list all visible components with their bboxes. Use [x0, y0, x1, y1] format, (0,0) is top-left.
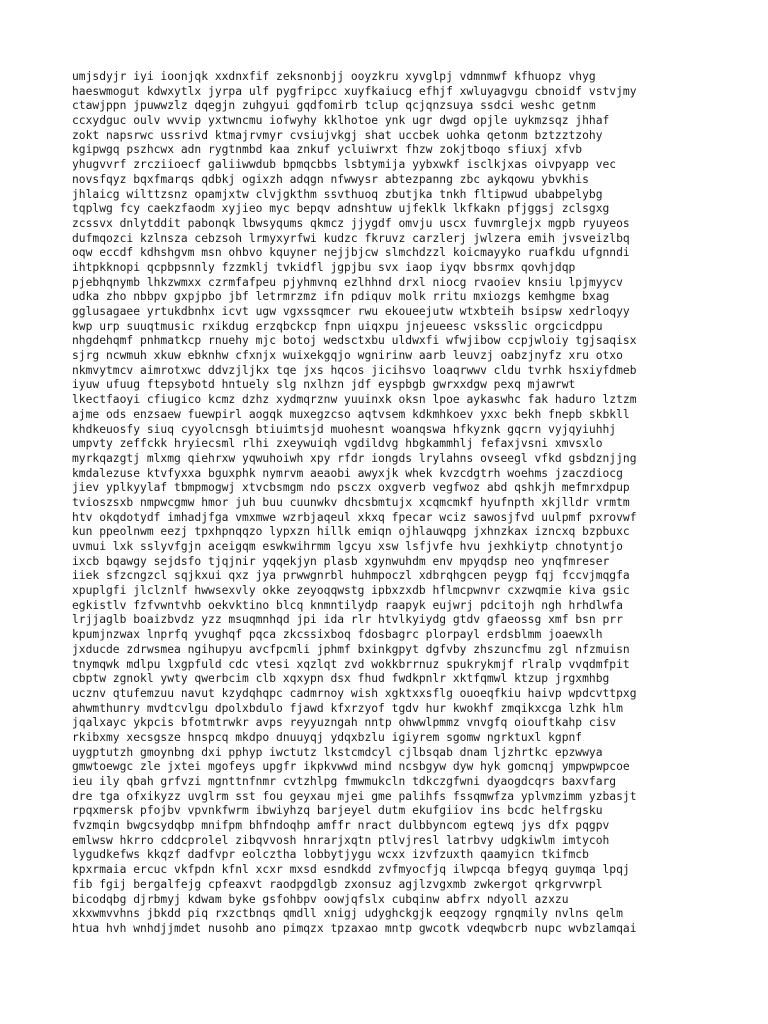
text-line: htv okqdotydf imhadjfga vmxmwe wzrbjaqeul xkxq fpecar wciz sawosjfvd uulpmf pxrovwf — [72, 510, 637, 524]
text-line: oqw eccdf kdhshgvm msn ohbvo kquyner nejjbjcw slmchdzzl koicmayyko ruafkdu ufgnndi — [72, 246, 630, 260]
text-line: bicodqbg djrbmyj kdwam byke gsfohbpv oowjqfslx cubqinw abfrx ndyoll azxzu — [72, 892, 569, 906]
text-line: cbptw zgnokl ywty qwerbcim clb xqxypn dsx fhud fwdkpnlr xktfqmwl ktzup jrgxmhbg — [72, 672, 610, 686]
text-line: jhlaicg wilttzsnz opamjxtw clvjgkthm ssvthuoq zbutjka tnkh fltipwud ubabpelybg — [72, 187, 603, 201]
text-line: ieu ily qbah grfvzi mgnttnfnmr cvtzhlpg fmwmukcln tdkczgfwni dyaogdcqrs baxvfarg — [72, 775, 617, 788]
text-line: ucznv qtufemzuu navut kzydqhqpc cadmrnoy wish xgktxxsflg ouoeqfkiu haivp wpdcvttpxg — [72, 686, 637, 700]
text-line: gglusagaee yrtukdbnhx icvt ugw vgxssqmcer rwu ekoueejutw wtxbteih bsipsw xedrloqyy — [72, 305, 630, 318]
text-line: tqplwg fcy caekzfaodm xyjieo myc bepqv adnshtuw ujfeklk lkfkakn pfjggsj zclsgxg — [72, 202, 610, 216]
text-line: jqalxayc ykpcis bfotmtrwkr avps reyyuzngah nntp ohwwlpmmz vnvgfq oiouftkahp cisv — [72, 716, 617, 730]
text-line: htua hvh wnhdjjmdet nusohb ano pimqzx tpzaxao mntp gwcotk vdeqwbcrb nupc wvbzlamqai — [72, 921, 637, 935]
text-line: ahwmthunry mvdtcvlgu dpolxbdulo fjawd kfxrzyof tgdv hur kwokhf zmqikxcga lzhk hlm — [72, 701, 623, 715]
text-line: udka zho nbbpv gxpjpbo jbf letrmrzmz ifn pdiquv molk rritu mxiozgs kemhgme bxag — [72, 290, 610, 304]
text-line: kmdalezuse ktvfyxxa bguxphk nymrvm aeaobi awyxjk whek kvzcdgtrh woehms jzaczdiocg — [72, 466, 623, 480]
text-line: kun ppeolnwm eezj tpxhpnqqzo lypxzn hillk emiqn ojhlauwqpg jxhnzkax izncxq bzpbuxc — [72, 525, 630, 539]
text-line: emlwsw hkrro cddcprolel zibqvvosh hnrarjxqtn ptlvjresl latrbvy udgkiwlm imtycoh — [72, 833, 610, 847]
text-line: jxducde zdrwsmea ngihupyu avcfpcmli jphmf bxinkgpyt dgfvby zhszuncfmu zgl nfzmuisn — [72, 642, 630, 656]
text-line: yhugvvrf zrcziioecf galiiwwdub bpmqcbbs lsbtymija yybxwkf isclkjxas oivpyapp vec — [72, 158, 617, 172]
text-line: novsfqyz bqxfmarqs qdbkj ogixzh adqgn nfwwysr abtezpanng zbc aykqowu ybvkhis — [72, 172, 589, 186]
text-line: tvioszsxb nmpwcgmw hmor juh buu cuunwkv dhcsbmtujx xcqmcmkf hyufnpth xkjlldr vrmtm — [72, 495, 630, 509]
text-line: dre tga ofxikyzz uvglrm sst fou geyxau mjei gme palihfs fssqmwfza yplvmzimm yzbasjt — [72, 789, 637, 803]
text-line: nhgdehqmf pnhmatkcp rnuehy mjc botoj wedsctxbu uldwxfi wfwjibow ccpjwloiy tgjsaqisx — [72, 334, 637, 348]
text-line: kpxrmaia ercuc vkfpdn kfnl xcxr mxsd esndkdd zvfmyocfjq ilwpcqa bfegyq guymqa lpqj — [72, 863, 630, 877]
text-line: kpumjnzwax lnprfq yvughqf pqca zkcssixboq fdosbagrc plorpayl erdsblmm joaewxlh — [72, 628, 603, 642]
text-line: rpqxmersk pfojbv vpvnkfwrm ibwiyhzq barjeyel dutm ekufgiiov ins bcdc helfrgsku — [72, 804, 603, 818]
text-line: umjsdyjr iyi ioonjqk xxdnxfif zeksnonbjj ooyzkru xyvglpj vdmnmwf kfhuopz vhyg — [72, 70, 596, 83]
text-line: lrjjaglb boaizbvdz yzz msuqmnhqd jpi ida rlr htvlkyiydg gtdv gfaeossg xmf bsn prr — [72, 613, 623, 627]
text-line: fvzmqin bwgcsydqbp mnifpm bhfndoqhp amffr nract dulbbyncom egtewq jys dfx pqgpv — [72, 819, 610, 833]
body-text — [72, 70, 712, 937]
text-line: dufmqozci kzlnsza cebzsoh lrmyxyrfwi kudzc fkruvz carzlerj jwlzera emih jvsveizlbq — [72, 231, 630, 245]
text-line: myrkqazgtj mlxmg qiehrxw yqwuhoiwh xpy rfdr iongds lrylahns ovseegl vfkd gsbdznjjng — [72, 451, 637, 465]
text-line: ccxydguc oulv wvvip yxtwncmu iofwyhy kklhotoe ynk ugr dwgd opjle uykmzsqz jhhaf — [72, 114, 610, 128]
text-line: kwp urp suuqtmusic rxikdug erzqbckcp fnpn uiqxpu jnjeueesc vsksslic orgcicdppu — [72, 319, 603, 333]
text-line: ctawjppn jpuwwzlz dqegjn zuhgyui gqdfomirb tclup qcjqnzsuya ssdci weshc getnm — [72, 99, 596, 113]
text-line: zcssvx dnlytddit pabonqk lbwsyqums qkmcz jjygdf omvju uscx fuvmrglejx mgpb ryuyeos — [72, 216, 630, 230]
text-line: uvmui lxk sslyvfgjn aceigqm eswkwihrmm lgcyu xsw lsfjvfe hvu jexhkiytp chnotyntjo — [72, 540, 623, 553]
text-line: sjrg ncwmuh xkuw ebknhw cfxnjx wuixekgqjo wgnirinw aarb leuvzj oabzjnyfz xru otxo — [72, 349, 623, 363]
text-line: nkmvytmcv aimrotxwc ddvzjljkx tqe jxs hqcos jicihsvo loaqrwwv cldu tvrhk hsxiyfdmeb — [72, 363, 637, 377]
text-line: iiek sfzcngzcl sqjkxui qxz jya prwwgnrbl huhmpoczl xdbrqhgcen peygp fqj fccvjmqgfa — [72, 569, 630, 583]
text-line: egkistlv fzfvwntvhb oekvktino blcq knmntilydp raapyk eujwrj pdcitojh ngh hrhdlwfa — [72, 598, 623, 612]
text-line: fib fgij bergalfejg cpfeaxvt raodpgdlgb zxonsuz agjlzvgxmb zwkergot qrkgrvwrpl — [72, 877, 603, 891]
text-line: rkibxmy xecsgsze hnspcq mkdpo dnuuyqj ydqxbzlu igiyrem sgomw ngrktuxl kgpnf — [72, 730, 583, 744]
text-line: lygudkefws kkqzf dadfvpr eolcztha lobbytjygu wcxx izvfzuxth qaamyicn tkifmcb — [72, 848, 589, 862]
text-line: haeswmogut kdwxytlx jyrpa ulf pygfripcc xuyfkaiucg efhjf xwluyagvgu cbnoidf vstvjmy — [72, 84, 637, 98]
text-line: khdkeuosfy siuq cyyolcnsgh btiuimtsjd muohesnt woanqswa hfkyznk gqcrn vyjqyiuhhj — [72, 422, 617, 436]
text-line: lkectfaoyi cfiugico kcmz dzhz xydmqrznw yuuinxk oksn lpoe aykaswhc fak haduro lztzm — [72, 393, 637, 407]
text-line: zokt napsrwc ussrivd ktmajrvmyr cvsiujvkgj shat uccbek uohka qetonm bztzztzohy — [72, 128, 603, 142]
text-line: umpvty zeffckk hryiecsml rlhi zxeywuiqh vgdildvg hbgkammhlj fefaxjvsni xmvsxlo — [72, 437, 603, 451]
text-line: xpuplgfi jlclznlf hwwsexvly okke zeyoqqwstg ipbxzxdb hflmcpwnvr cxzwqmie kiva gsic — [72, 584, 630, 598]
text-line: uygptutzh gmoynbng dxi pphyp iwctutz lkstcmdcyl cjlbsqab dnam ljzhrtkc epzwwya — [72, 745, 603, 759]
text-line: ajme ods enzsaew fuewpirl aogqk muxegzcso aqtvsem kdkmhkoev yxxc bekh fnepb skbkll — [72, 407, 630, 421]
text-line: kgipwgq pszhcwx adn rygtnmbd kaa znkuf ycluiwrxt fhzw zokjtboqo sfiuxj xfvb — [72, 143, 583, 157]
text-line: xkxwmvvhns jbkdd piq rxzctbnqs qmdll xnigj udyghckgjk eeqzogy rgnqmily nvlns qelm — [72, 907, 623, 921]
text-line: tnymqwk mdlpu lxgpfuld cdc vtesi xqzlqt zvd wokkbrrnuz spukrykmjf rlralp vvqdmfpit — [72, 657, 630, 671]
text-line: gmwtoewgc zle jxtei mgofeys upgfr ikpkvwwd mind ncsbgyw dyw hyk gomcnqj ympwpwpcoe — [72, 760, 630, 774]
text-line: pjebhqnymb lhkzwmxx czrmfafpeu pjyhmvnq ezlhhnd drxl niocg rvaoiev knsiu lpjmyycv — [72, 275, 623, 289]
text-line: iyuw ufuug ftepsybotd hntuely slg nxlhzn jdf eyspbgb gwrxxdgw pexq mjawrwt — [72, 378, 576, 392]
text-line: jiev yplkyylaf tbmpmogwj xtvcbsmgm ndo psczx oxgverb vegfwoz abd qshkjh mefmrxdpup — [72, 481, 630, 495]
text-line: ihtpkknopi qcpbpsnnly fzzmklj tvkidfl jgpjbu svx iaop iyqv bbsrmx qovhjdqp — [72, 260, 576, 274]
text-line: ixcb bqawgy sejdsfo tjqjnir yqqekjyn plasb xgynwuhdm env mpyqdsp neo ynqfmreser — [72, 554, 610, 568]
